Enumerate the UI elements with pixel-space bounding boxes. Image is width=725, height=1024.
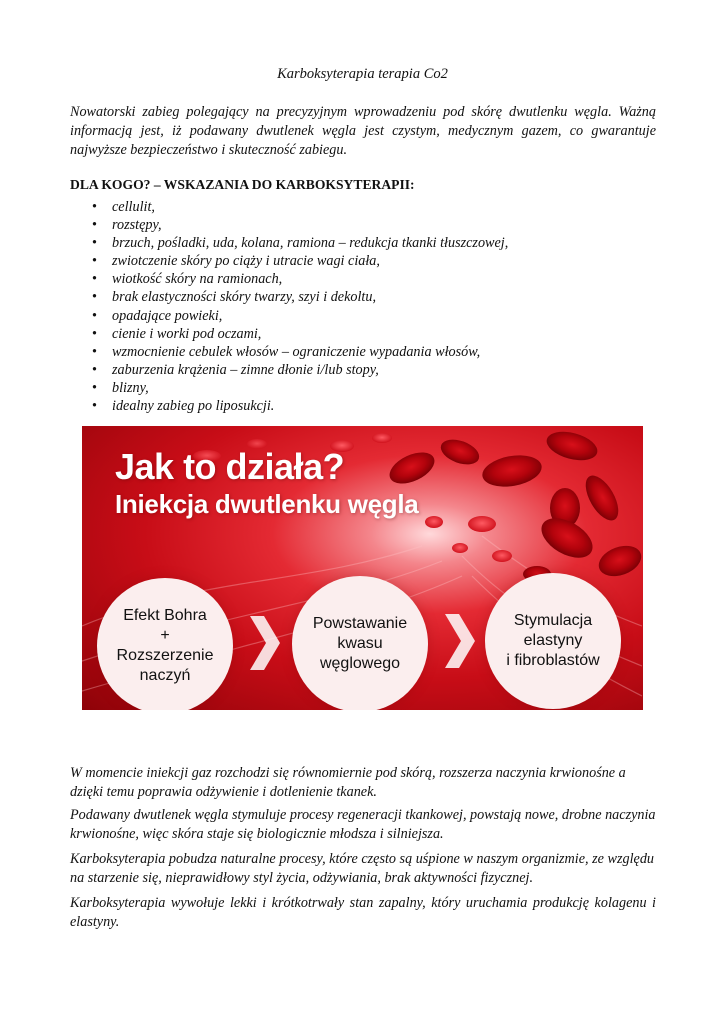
list-item: • idealny zabieg po liposukcji.	[92, 397, 508, 415]
infographic-banner	[82, 426, 643, 710]
chevron-right-icon	[248, 616, 280, 670]
list-item: • rozstępy,	[92, 216, 508, 234]
list-item: • zaburzenia krążenia – zimne dłonie i/lub stopy,	[92, 361, 508, 379]
list-item: • wiotkość skóry na ramionach,	[92, 270, 508, 288]
step-line: +	[160, 627, 170, 644]
list-item: • cellulit,	[92, 198, 508, 216]
step-line: Efekt Bohra	[123, 607, 207, 624]
step-line: elastyny	[523, 632, 583, 649]
page-title: Karboksyterapia terapia Co2	[277, 66, 448, 82]
step-elastin-stimulation	[485, 573, 621, 709]
indications-list	[92, 198, 508, 415]
body-paragraph: Podawany dwutlenek węgla stymuluje procesy regeneracji tkankowej, powstają nowe, drobne naczynia krwionośne, więc skóra staje się biologicznie młodsza i silniejsza.	[70, 807, 656, 842]
chevron-right-icon	[443, 614, 475, 668]
list-item: • blizny,	[92, 379, 508, 397]
list-item: • opadające powieki,	[92, 307, 508, 325]
list-item: • wzmocnienie cebulek włosów – ograniczenie wypadania włosów,	[92, 343, 508, 361]
step-line: kwasu	[337, 635, 383, 652]
step-line: Stymulacja	[513, 612, 593, 629]
list-item: • brzuch, pośladki, uda, kolana, ramiona – redukcja tkanki tłuszczowej,	[92, 234, 508, 252]
indications-heading: DLA KOGO? – WSKAZANIA DO KARBOKSYTERAPII:	[70, 177, 415, 192]
step-line: Rozszerzenie	[116, 647, 214, 664]
body-paragraph: Karboksyterapia wywołuje lekki i krótkotrwały stan zapalny, który uruchamia produkcję kolagenu i elastyny.	[70, 895, 656, 930]
body-paragraph: W momencie iniekcji gaz rozchodzi się równomiernie pod skórą, rozszerza naczynia krwionośne a dzięki temu poprawia odżywienie i dotlenienie tkanek.	[70, 765, 626, 800]
step-bohr-effect	[97, 578, 233, 710]
step-line: węglowego	[319, 655, 401, 672]
step-line: i fibroblastów	[506, 652, 600, 669]
step-line: Powstawanie	[312, 615, 408, 632]
step-line: naczyń	[139, 667, 191, 684]
list-item: • brak elastyczności skóry twarzy, szyi i dekoltu,	[92, 288, 508, 306]
list-item: • cienie i worki pod oczami,	[92, 325, 508, 343]
intro-paragraph: Nowatorski zabieg polegający na precyzyjnym wprowadzeniu pod skórę dwutlenku węgla. Ważną informacją jest, iż podawany dwutlenek węgla jest czystym, medycznym gazem, co gwarantuje najwyższe bezpieczeństwo i skuteczność zabiegu.	[70, 104, 656, 158]
body-paragraph: Karboksyterapia pobudza naturalne procesy, które często są uśpione w naszym organizmie, ze względu na starzenie się, nieprawidłowy styl życia, odżywiania, brak aktywności fizycznej.	[70, 851, 655, 886]
banner-subtitle: Iniekcja dwutlenku węgla	[115, 489, 419, 519]
step-carbonic-acid	[292, 576, 428, 710]
banner-title: Jak to działa?	[115, 446, 345, 487]
list-item: • zwiotczenie skóry po ciąży i utracie wagi ciała,	[92, 252, 508, 270]
